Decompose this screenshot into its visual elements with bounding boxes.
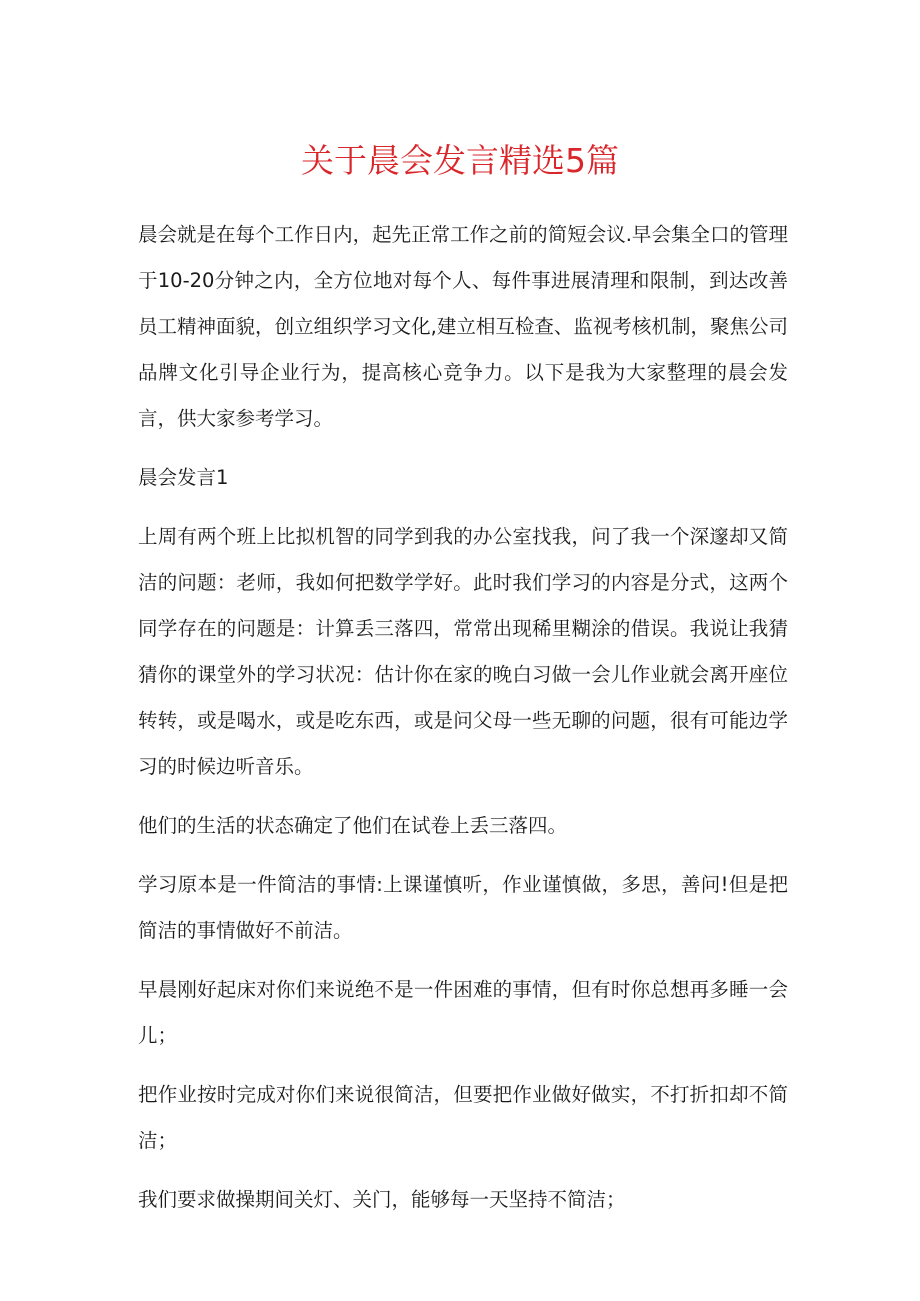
document-title: 关于晨会发言精选5篇 [301,141,619,180]
paragraph: 早晨刚好起床对你们来说绝不是一件困难的事情，但有时你总想再多睡一会儿； [138,978,788,1047]
document-body [138,212,788,1223]
paragraph: 他们的生活的状态确定了他们在试卷上丢三落四。 [138,814,568,837]
paragraph: 学习原本是一件简洁的事情:上课谨慎听，作业谨慎做，多思，善问!但是把简洁的事情做好不前洁。 [138,873,788,942]
paragraph: 上周有两个班上比拟机智的同学到我的办公室找我，问了我一个深邃却又简洁的问题：老师，我如何把数学学好。此时我们学习的内容是分式，这两个同学存在的问题是：计算丢三落四，常常出现稀里糊涂的借误。我说让我猜猜你的课堂外的学习状况：估计你在家的晚白习做一会儿作业就会离开座位转转，或是喝水，或是吃东西，或是问父母一些无聊的问题，很有可能边学习的时候边听音乐。 [138,525,788,778]
section-heading-1: 晨会发言1 [138,466,229,489]
paragraph: 我们要求做操期间关灯、关门，能够每一天坚持不简洁； [138,1188,626,1211]
paragraph-intro: 晨会就是在每个工作日内，起先正常工作之前的简短会议.早会集全口的管理于10-20分钟之内，全方位地对每个人、每件事进展清理和限制，到达改善员工精神面貌，创立组织学习文化,建立相互检查、监视考核机制，聚焦公司品牌文化引导企业行为，提高核心竞争力。以下是我为大家整理的晨会发言，供大家参考学习。 [138,223,788,430]
paragraph: 把作业按时完成对你们来说很简洁，但要把作业做好做实，不打折扣却不简洁； [138,1083,788,1152]
